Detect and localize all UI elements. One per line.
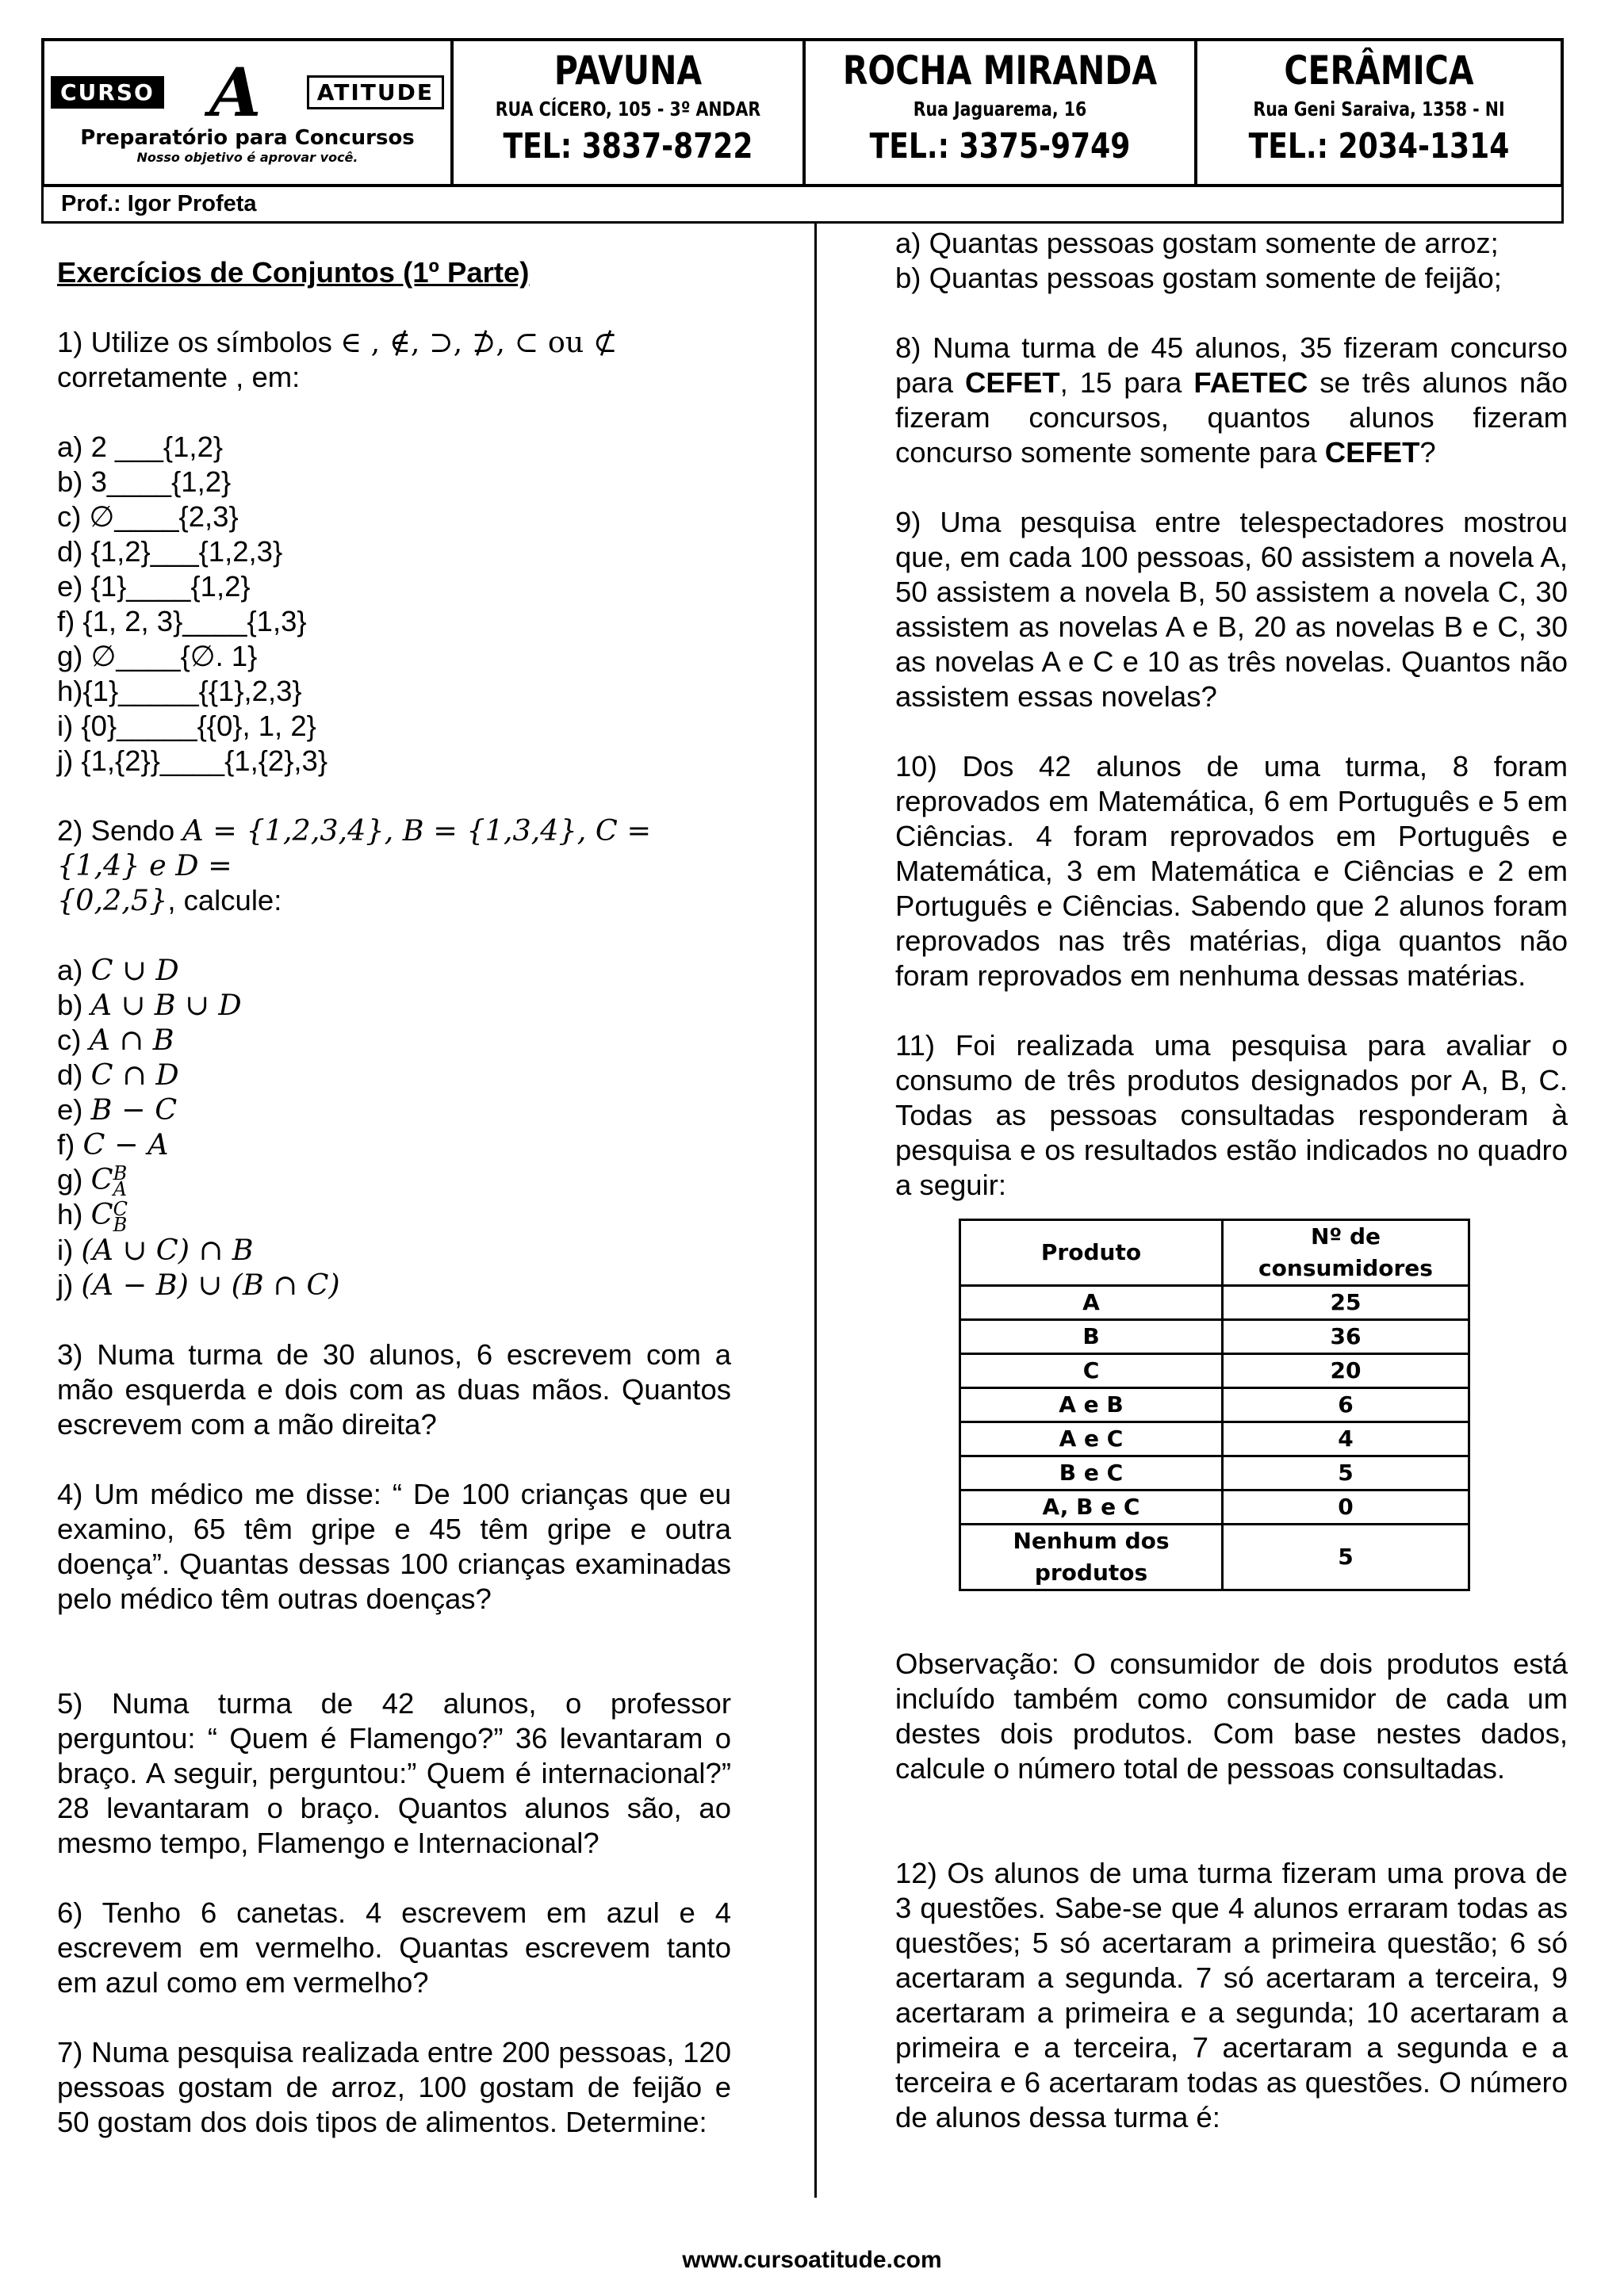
q2-item: c) A ∩ B	[57, 1023, 174, 1057]
q3: 3) Numa turma de 30 alunos, 6 escrevem com a mão esquerda e dois com as duas mãos. Quantos escrevem com a mão direita?	[57, 1337, 731, 1441]
table-row: Nenhum dos produtos 5	[960, 1525, 1469, 1590]
q2-intro: 2) Sendo A = {1,2,3,4}, B = {1,3,4}, C = {1,4} e D =	[57, 813, 652, 882]
q2-item: f) C − A	[57, 1127, 169, 1161]
branch-name: CERÂMICA	[1284, 48, 1474, 94]
q2-item: a) C ∪ D	[57, 953, 179, 987]
branch-name: ROCHA MIRANDA	[842, 48, 1158, 94]
q11: 11) Foi realizada uma pesquisa para avaliar o consumo de três produtos designados por A, B, C. Todas as pessoas consultadas responderam à pesquisa e os resultados estão indicados no quadro a seguir:	[895, 1029, 1568, 1201]
table-row: A e B 6	[960, 1388, 1469, 1422]
logo-word-curso: CURSO	[51, 76, 164, 109]
q10: 10) Dos 42 alunos de uma turma, 8 foram reprovados em Matemática, 6 em Português e 5 em Ciências. 4 foram reprovados em Português e Matemática, 3 em Matemática e Ciências e 2 em Português e Ciências. Sabendo que 2 alunos foram reprovados nas três matérias, diga quantos não foram reprovados em nenhuma dessas matérias.	[895, 750, 1568, 992]
q1-item: c) ∅____{2,3}	[57, 500, 239, 533]
branch-ceramica	[1197, 41, 1561, 184]
branch-phone: TEL.: 2034-1314	[1248, 126, 1510, 166]
logo-tagline: Nosso objetivo é aprovar você.	[136, 149, 358, 165]
q1-item: i) {0}_____{{0}, 1, 2}	[57, 710, 316, 742]
table-header-row	[960, 1220, 1469, 1286]
logo-subtitle: Preparatório para Concursos	[80, 125, 415, 150]
q1-item: b) 3____{1,2}	[57, 465, 232, 498]
q1-item: d) {1,2}___{1,2,3}	[57, 535, 283, 568]
logo-a-icon: A	[209, 52, 262, 132]
q6: 6) Tenho 6 canetas. 4 escrevem em azul e 4 escrevem em vermelho. Quantas escrevem tanto em azul como em vermelho?	[57, 1896, 731, 1999]
consumers-table	[959, 1219, 1470, 1591]
q1-item: e) {1}____{1,2}	[57, 570, 251, 603]
q2-item: b) A ∪ B ∪ D	[57, 988, 242, 1022]
professor-name: Prof.: Igor Profeta	[41, 187, 1564, 224]
observation: Observação: O consumidor de dois produtos está incluído também como consumidor de cada um destes dois produtos. Com base nestes dados, calcule o número total de pessoas consultadas.	[895, 1647, 1568, 1785]
q1-item: h){1}_____{{1},2,3}	[57, 675, 302, 707]
q1-symbols: ∈ , ∉, ⊃, ⊅, ⊂ ou ⊄	[340, 325, 618, 359]
q2-item: g) C B A	[57, 1162, 128, 1201]
branch-phone: TEL: 3837-8722	[503, 126, 753, 166]
q7: 7) Numa pesquisa realizada entre 200 pessoas, 120 pessoas gostam de arroz, 100 gostam de feijão e 50 gostam dos dois tipos de alimentos. Determine:	[57, 2035, 731, 2138]
branch-name: PAVUNA	[553, 48, 703, 94]
table-header: Nº de consumidores	[1223, 1220, 1469, 1286]
branch-address: Rua Jaguarema, 16	[913, 98, 1087, 121]
q2-item: i) (A ∪ C) ∩ B	[57, 1232, 254, 1267]
branch-phone: TEL.: 3375-9749	[869, 126, 1131, 166]
branch-address: Rua Geni Saraiva, 1358 - NI	[1253, 98, 1505, 121]
q1-intro2: corretamente , em:	[57, 361, 301, 393]
table-row: C 20	[960, 1354, 1469, 1388]
logo-word-atitude: ATITUDE	[307, 75, 444, 109]
q8: 8) Numa turma de 45 alunos, 35 fizeram concurso para CEFET, 15 para FAETEC se três alunos não fizeram concursos, quantos alunos fizeram concurso somente somente para CEFET?	[895, 331, 1568, 469]
branch-address: RUA CÍCERO, 105 - 3º ANDAR	[495, 98, 761, 121]
table-row: A e C 4	[960, 1422, 1469, 1456]
table-header: Produto	[960, 1220, 1223, 1286]
q2-item: d) C ∩ D	[57, 1058, 179, 1092]
q4: 4) Um médico me disse: “ De 100 crianças que eu examino, 65 têm gripe e 45 têm gripe e outra doença”. Quantas dessas 100 crianças examinadas pelo médico têm outras doenças?	[57, 1477, 731, 1615]
table-row: A, B e C 0	[960, 1490, 1469, 1525]
q7b: b) Quantas pessoas gostam somente de feijão;	[895, 262, 1502, 294]
logo	[44, 41, 454, 184]
right-column	[895, 226, 1568, 2135]
left-column	[57, 255, 731, 2140]
q5: 5) Numa turma de 42 alunos, o professor perguntou: “ Quem é Flamengo?” 36 levantaram o braço. A seguir, perguntou:” Quem é internacional?” 28 levantaram o braço. Quantos alunos são, ao mesmo tempo, Flamengo e Internacional?	[57, 1686, 731, 1859]
footer-url: www.cursoatitude.com	[682, 2247, 942, 2273]
q2-item: h) C C B	[57, 1197, 128, 1236]
q9: 9) Uma pesquisa entre telespectadores mostrou que, em cada 100 pessoas, 60 assistem a novela A, 50 assistem a novela B, 50 assistem a novela C, 30 assistem as novelas A e B, 20 as novelas B e C, 30 as novelas A e C e 10 as três novelas. Quantos não assistem essas novelas?	[895, 506, 1568, 713]
q2-item: j) (A − B) ∪ (B ∩ C)	[57, 1267, 340, 1302]
q7a: a) Quantas pessoas gostam somente de arroz;	[895, 227, 1499, 259]
q2-item: e) B − C	[57, 1093, 178, 1127]
q2-intro2: {0,2,5}, calcule:	[57, 883, 282, 917]
q12: 12) Os alunos de uma turma fizeram uma prova de 3 questões. Sabe-se que 4 alunos erraram todas as questões; 5 só acertaram a primeira questão; 6 só acertaram a segunda. 7 só acertaram a terceira, 9 acertaram a primeira e a segunda; 10 acertaram a primeira e a terceira, 7 acertaram a segunda e a terceira e 6 acertaram todas as questões. O número de alunos dessa turma é:	[895, 1857, 1568, 2133]
table-row: A 25	[960, 1286, 1469, 1320]
q1-item: f) {1, 2, 3}____{1,3}	[57, 605, 307, 637]
q1-item: a) 2 ___{1,2}	[57, 430, 224, 463]
branch-rocha-miranda	[806, 41, 1197, 184]
q1-intro: 1) Utilize os símbolos ∈ , ∉, ⊃, ⊅, ⊂ ou ⊄	[57, 325, 618, 359]
q1-item: g) ∅____{∅. 1}	[57, 640, 258, 672]
header	[41, 38, 1564, 187]
table-row: B e C 5	[960, 1456, 1469, 1490]
q2-sets: A = {1,2,3,4}, B = {1,3,4}, C = {1,4} e D =	[57, 813, 652, 882]
branch-pavuna	[454, 41, 806, 184]
q1-item: j) {1,{2}}____{1,{2},3}	[57, 744, 328, 777]
table-row: B 36	[960, 1320, 1469, 1354]
column-divider	[814, 224, 817, 2198]
page-title: Exercícios de Conjuntos (1º Parte)	[57, 256, 530, 289]
